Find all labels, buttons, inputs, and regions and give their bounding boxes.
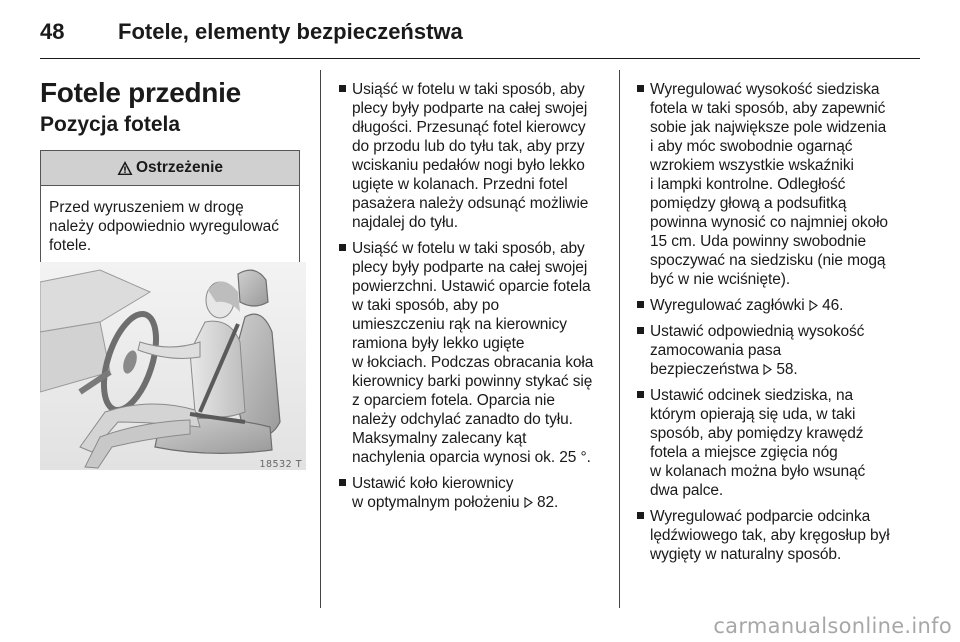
warning-title: Ostrzeżenie <box>135 159 223 176</box>
seat-position-illustration <box>40 262 306 470</box>
warning-text <box>41 186 299 267</box>
bullet-square-icon <box>637 391 644 398</box>
warning-line: należy odpowiednio wyregulować <box>49 218 280 235</box>
text-line-with-reference <box>650 296 906 315</box>
figure-number: 18532 T <box>259 459 302 470</box>
watermark: carmanualsonline.info <box>713 614 952 638</box>
text-line: wygięty w naturalny sposób. <box>650 546 842 563</box>
list-item <box>636 386 906 500</box>
list-item <box>636 296 906 315</box>
text-line: Wyregulować wysokość siedziska <box>650 81 880 98</box>
text-line: fotela a miejsce zgięcia nóg <box>650 444 838 461</box>
text-line: umieszczeniu rąk na kierownicy <box>352 316 567 333</box>
list-item <box>338 474 602 512</box>
text-line: być w nie wciśnięte). <box>650 271 791 288</box>
warning-line: Przed wyruszeniem w drogę <box>49 199 244 216</box>
list-item <box>636 80 906 289</box>
bullet-square-icon <box>637 327 644 334</box>
chapter-title: Fotele, elementy bezpieczeństwa <box>118 19 463 44</box>
list-item <box>636 322 906 379</box>
text-line: 15 cm. Uda powinny swobodnie <box>650 233 867 250</box>
section-subheading: Pozycja fotela <box>40 113 181 136</box>
column-2 <box>338 80 602 519</box>
text-line: należy odchylać zanadto do tyłu. <box>352 411 573 428</box>
bullet-square-icon <box>339 85 346 92</box>
text-line: długości. Przesunąć fotel kierowcy <box>352 119 586 136</box>
text-line: którym opierają się uda, w taki <box>650 406 856 423</box>
page-reference[interactable]: 58. <box>776 361 798 378</box>
text-line: lędźwiowego tak, aby kręgosłup był <box>650 527 890 544</box>
page-number: 48 <box>40 19 65 44</box>
text-line-with-reference <box>352 493 602 512</box>
text-line: ugięte w kolanach. Przedni fotel <box>352 176 568 193</box>
text-line: zamocowania pasa <box>650 342 782 359</box>
text-line: i lampki kontrolne. Odległość <box>650 176 846 193</box>
text-fragment: bezpieczeństwa <box>650 361 764 378</box>
text-line: Ustawić koło kierownicy <box>352 475 514 492</box>
text-fragment: Wyregulować zagłówki <box>650 297 809 314</box>
bullet-square-icon <box>637 85 644 92</box>
bullet-square-icon <box>637 512 644 519</box>
column-3 <box>636 80 906 571</box>
instructions-list <box>636 80 906 564</box>
text-line: kierownicy barki powinny stykać się <box>352 373 593 390</box>
text-fragment: w optymalnym położeniu <box>352 494 524 511</box>
bullet-square-icon <box>339 479 346 486</box>
list-item <box>636 507 906 564</box>
text-line: plecy były podparte na całej swojej <box>352 100 588 117</box>
page-reference[interactable]: 46. <box>822 297 844 314</box>
bullet-square-icon <box>339 244 346 251</box>
warning-box <box>40 150 300 268</box>
text-line: z oparciem fotela. Oparcia nie <box>352 392 555 409</box>
text-line: fotela w taki sposób, aby zapewnić <box>650 100 886 117</box>
text-line: sobie jak największe pole widzenia <box>650 119 887 136</box>
warning-line: fotele. <box>49 237 92 254</box>
list-item <box>338 80 602 232</box>
text-line-with-reference <box>650 360 906 379</box>
text-line: wciskaniu pedałów nogi było lekko <box>352 157 585 174</box>
page-reference-arrow-icon <box>763 364 772 375</box>
bullet-square-icon <box>637 301 644 308</box>
text-line: Wyregulować podparcie odcinka <box>650 508 871 525</box>
page-reference-arrow-icon <box>809 300 818 311</box>
text-line: Maksymalny zalecany kąt <box>352 430 527 447</box>
instructions-list <box>338 80 602 512</box>
text-line: Usiąść w fotelu w taki sposób, aby <box>352 240 585 257</box>
text-line: pomiędzy głową a podsufitką <box>650 195 847 212</box>
text-line: pasażera należy odsunąć możliwie <box>352 195 589 212</box>
text-line: spoczywać na siedzisku (nie mogą <box>650 252 886 269</box>
column-1 <box>40 70 302 268</box>
list-item <box>338 239 602 467</box>
column-divider-1 <box>320 70 321 608</box>
text-line: do przodu lub do tyłu tak, aby przy <box>352 138 585 155</box>
text-line: w kolanach można było wsunąć <box>650 463 866 480</box>
text-line: sposób, aby pomiędzy krawędź <box>650 425 864 442</box>
text-line: najdalej do tyłu. <box>352 214 459 231</box>
page-header <box>40 14 920 59</box>
section-heading: Fotele przednie <box>40 77 241 108</box>
text-line: Usiąść w fotelu w taki sposób, aby <box>352 81 585 98</box>
text-line: dwa palce. <box>650 482 724 499</box>
warning-header <box>41 151 299 186</box>
text-line: nachylenia oparcia wynosi ok. 25 °. <box>352 449 591 466</box>
text-line: powierzchni. Ustawić oparcie fotela <box>352 278 591 295</box>
text-line: Ustawić odcinek siedziska, na <box>650 387 853 404</box>
text-line: ramiona były lekko ugięte <box>352 335 525 352</box>
text-line: powinna wynosić co najmniej około <box>650 214 888 231</box>
text-line: w taki sposób, aby po <box>352 297 499 314</box>
page-reference[interactable]: 82. <box>536 494 559 511</box>
text-line: w łokciach. Podczas obracania koła <box>352 354 594 371</box>
text-line: plecy były podparte na całej swojej <box>352 259 588 276</box>
page-reference-arrow-icon <box>524 497 533 508</box>
text-line: wzrokiem wszystkie wskaźniki <box>650 157 854 174</box>
text-line: i aby móc swobodnie ogarnąć <box>650 138 853 155</box>
text-line: Ustawić odpowiednią wysokość <box>650 323 865 340</box>
driver-seating-image <box>40 262 306 470</box>
column-divider-2 <box>619 70 620 608</box>
warning-triangle-icon <box>117 160 133 176</box>
